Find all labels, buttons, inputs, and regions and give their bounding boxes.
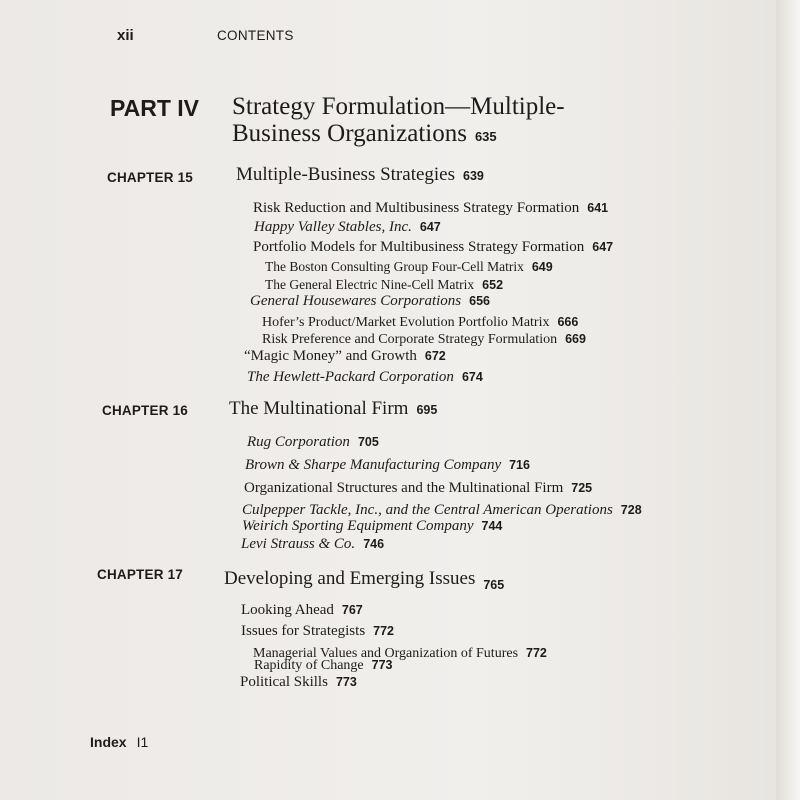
chapter-page: 639 bbox=[463, 169, 484, 183]
toc-entry bbox=[242, 502, 642, 519]
part-label: PART IV bbox=[110, 95, 200, 121]
toc-entry-page: 656 bbox=[469, 294, 490, 308]
toc-entry bbox=[240, 674, 357, 691]
toc-entry bbox=[253, 200, 608, 217]
part-title-line1: Strategy Formulation—Multiple- bbox=[232, 93, 565, 120]
toc-entry bbox=[262, 315, 578, 331]
chapter-page: 695 bbox=[416, 403, 438, 417]
chapter-title: Developing and Emerging Issues bbox=[224, 568, 476, 589]
chapter-label: CHAPTER 15 bbox=[107, 170, 194, 185]
page-edge bbox=[776, 0, 800, 800]
toc-entry-title: Hofer’s Product/Market Evolution Portfolio Matrix bbox=[262, 315, 550, 330]
index-page: I1 bbox=[136, 734, 149, 750]
toc-entry-page: 728 bbox=[620, 503, 642, 517]
toc-entry-title: The General Electric Nine-Cell Matrix bbox=[265, 277, 475, 292]
toc-entry-title: Political Skills bbox=[240, 674, 328, 690]
toc-entry-page: 647 bbox=[419, 220, 441, 234]
toc-entry bbox=[247, 369, 483, 386]
toc-entry-title: Managerial Values and Organization of Futures bbox=[253, 646, 519, 661]
toc-entry bbox=[245, 457, 530, 474]
toc-entry bbox=[242, 518, 502, 535]
toc-entry bbox=[253, 239, 613, 256]
toc-entry-page: 772 bbox=[373, 624, 395, 638]
toc-entry-page: 641 bbox=[587, 201, 609, 215]
toc-entry-page: 647 bbox=[592, 240, 614, 254]
toc-entry bbox=[265, 277, 503, 293]
toc-entry-title: General Housewares Corporations bbox=[250, 293, 462, 309]
toc-entry-page: 652 bbox=[482, 278, 504, 292]
toc-entry bbox=[241, 536, 384, 553]
toc-entry-page: 767 bbox=[341, 603, 363, 617]
toc-entry-page: 674 bbox=[461, 370, 483, 384]
toc-entry-title: Organizational Structures and the Multinational Firm bbox=[244, 480, 564, 496]
toc-entry-title: Risk Reduction and Multibusiness Strategy Formation bbox=[253, 200, 580, 216]
chapter-page: 765 bbox=[483, 578, 505, 592]
toc-entry-page: 772 bbox=[526, 646, 547, 660]
toc-entry-title: Portfolio Models for Multibusiness Strategy Formation bbox=[253, 239, 585, 255]
toc-entry bbox=[244, 480, 592, 497]
toc-entry bbox=[265, 259, 553, 275]
toc-entry bbox=[247, 434, 379, 451]
toc-entry-page: 716 bbox=[509, 458, 530, 472]
toc-entry bbox=[241, 623, 394, 640]
index-entry bbox=[90, 734, 148, 750]
running-head: CONTENTS bbox=[217, 28, 294, 43]
toc-entry-title: Culpepper Tackle, Inc., and the Central American Operations bbox=[242, 502, 613, 518]
toc-entry-title: Happy Valley Stables, Inc. bbox=[254, 219, 412, 235]
part-title-line2-row bbox=[232, 120, 497, 148]
toc-entry-page: 666 bbox=[557, 315, 579, 329]
toc-entry-page: 773 bbox=[371, 658, 393, 672]
chapter-label: CHAPTER 16 bbox=[102, 403, 189, 418]
part-page: 635 bbox=[474, 129, 497, 144]
toc-entry-title: Risk Preference and Corporate Strategy Formulation bbox=[262, 332, 558, 347]
index-label: Index bbox=[90, 734, 127, 750]
toc-entry-page: 725 bbox=[571, 481, 593, 495]
toc-entry-title: Levi Strauss & Co. bbox=[241, 536, 356, 552]
toc-entry bbox=[254, 658, 393, 674]
toc-entry-page: 669 bbox=[565, 332, 586, 346]
toc-entry-title: Rapidity of Change bbox=[254, 658, 364, 673]
toc-entry-title: Brown & Sharpe Manufacturing Company bbox=[245, 457, 502, 473]
toc-entry-title: “Magic Money” and Growth bbox=[244, 348, 417, 364]
page-number: xii bbox=[117, 27, 134, 44]
toc-entry-page: 773 bbox=[335, 675, 357, 689]
chapter-title-row bbox=[236, 164, 484, 186]
toc-entry-title: Weirich Sporting Equipment Company bbox=[242, 518, 474, 534]
chapter-title: Multiple-Business Strategies bbox=[236, 164, 456, 185]
toc-entry-title: The Boston Consulting Group Four-Cell Matrix bbox=[265, 259, 524, 274]
toc-entry-page: 705 bbox=[357, 435, 379, 449]
toc-entry bbox=[254, 219, 441, 236]
chapter-label: CHAPTER 17 bbox=[97, 567, 184, 582]
toc-entry-page: 649 bbox=[531, 260, 553, 274]
chapter-title-row bbox=[224, 568, 504, 590]
toc-entry-page: 744 bbox=[481, 519, 503, 533]
toc-entry-title: Rug Corporation bbox=[247, 434, 350, 450]
toc-entry-title: Issues for Strategists bbox=[241, 623, 366, 639]
toc-entry-title: The Hewlett-Packard Corporation bbox=[247, 369, 454, 385]
toc-entry bbox=[250, 293, 490, 310]
toc-entry bbox=[262, 332, 586, 348]
toc-entry-title: Looking Ahead bbox=[241, 602, 334, 618]
part-title-line2: Business Organizations bbox=[232, 120, 467, 147]
toc-entry bbox=[244, 348, 446, 365]
toc-entry-page: 746 bbox=[363, 537, 385, 551]
chapter-title-row bbox=[229, 398, 437, 420]
toc-entry bbox=[241, 602, 363, 619]
chapter-title: The Multinational Firm bbox=[229, 398, 409, 419]
toc-entry-page: 672 bbox=[424, 349, 446, 363]
